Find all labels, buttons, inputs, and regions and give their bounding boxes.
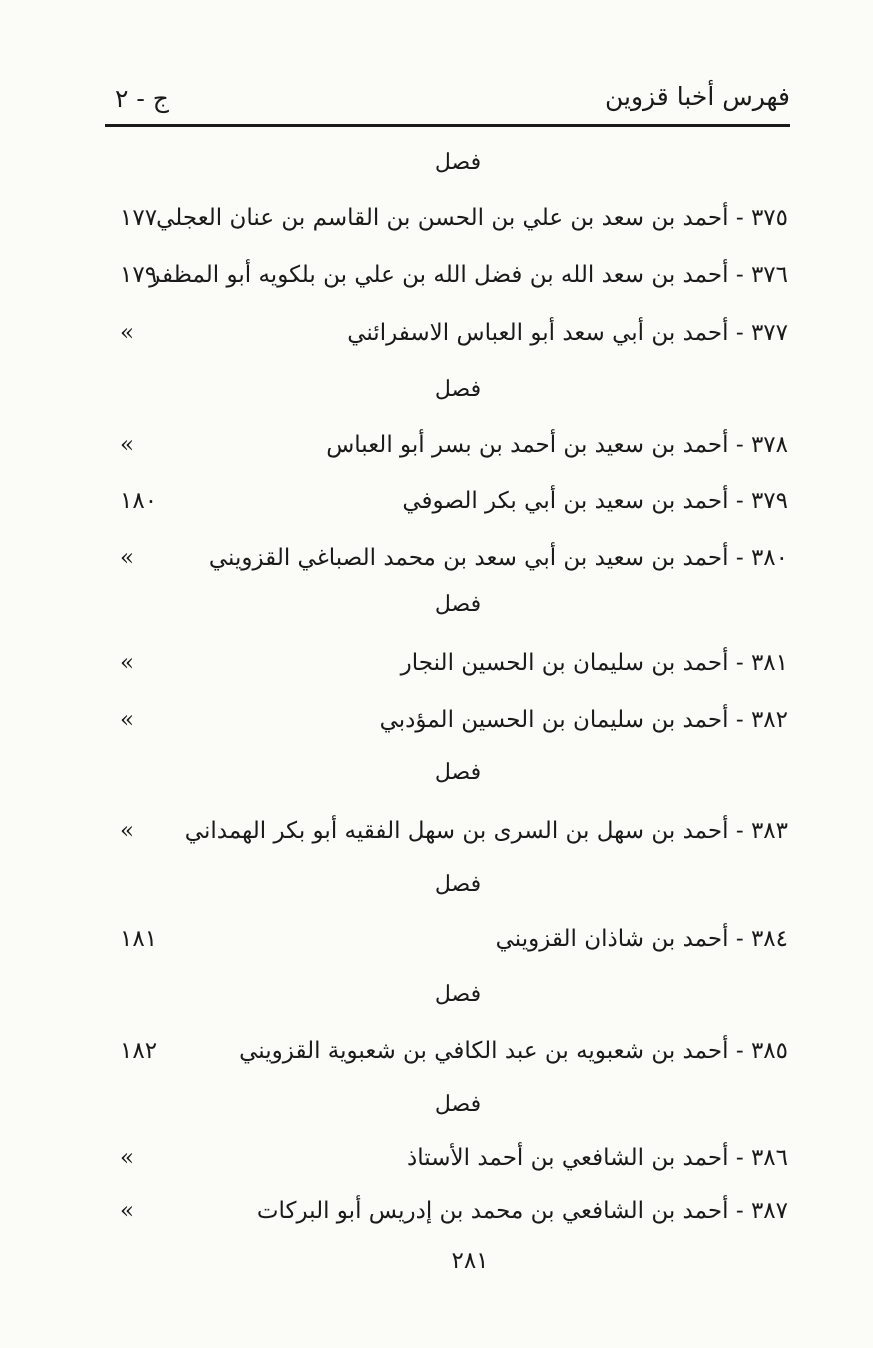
section-label: فصل xyxy=(434,377,482,402)
section-label: فصل xyxy=(434,872,482,897)
entry-title: ٣٨٣ - أحمد بن سهل بن السرى بن سهل الفقيه أبو بكر الهمداني xyxy=(184,818,788,844)
entry-title: ٣٨٢ - أحمد بن سليمان بن الحسين المؤدبي xyxy=(379,707,788,733)
index-entry xyxy=(0,320,873,360)
entry-title: ٣٨٤ - أحمد بن شاذان القزويني xyxy=(495,926,788,952)
index-entry xyxy=(0,650,873,690)
index-entry xyxy=(0,432,873,472)
entry-title: ٣٨٧ - أحمد بن الشافعي بن محمد بن إدريس أبو البركات xyxy=(256,1198,788,1224)
section-label: فصل xyxy=(434,760,482,785)
entry-title: ٣٨١ - أحمد بن سليمان بن الحسين النجار xyxy=(400,650,788,676)
entry-page-number: » xyxy=(120,545,135,571)
entry-page-number: » xyxy=(120,707,135,733)
entry-title: ٣٨٥ - أحمد بن شعبويه بن عبد الكافي بن شعبوية القزويني xyxy=(239,1038,788,1064)
index-entry xyxy=(0,818,873,858)
entry-page-number: » xyxy=(120,1198,135,1224)
section-label: فصل xyxy=(434,150,482,175)
entry-page-number: ١٨٢ xyxy=(120,1038,158,1064)
entry-title: ٣٨٦ - أحمد بن الشافعي بن أحمد الأستاذ xyxy=(407,1145,788,1171)
volume-label: ج - ٢ xyxy=(115,84,169,113)
index-entry xyxy=(0,262,873,302)
section-label: فصل xyxy=(434,1092,482,1117)
entry-page-number: » xyxy=(120,818,135,844)
entry-page-number: ١٨٠ xyxy=(120,488,158,514)
page-number: ٢٨١ xyxy=(451,1248,489,1274)
entry-page-number: » xyxy=(120,320,135,346)
entry-page-number: ١٧٩ xyxy=(120,262,158,288)
entry-title: ٣٧٨ - أحمد بن سعيد بن أحمد بن بسر أبو العباس xyxy=(326,432,788,458)
index-entry xyxy=(0,1145,873,1185)
index-entry xyxy=(0,926,873,966)
entry-title: ٣٧٧ - أحمد بن أبي سعد أبو العباس الاسفرائني xyxy=(347,320,788,346)
entry-page-number: » xyxy=(120,650,135,676)
section-label: فصل xyxy=(434,592,482,617)
entry-title: ٣٧٩ - أحمد بن سعيد بن أبي بكر الصوفي xyxy=(402,488,788,514)
page-header xyxy=(105,82,790,126)
entry-page-number: » xyxy=(120,1145,135,1171)
index-entry xyxy=(0,707,873,747)
index-entry xyxy=(0,545,873,585)
entry-page-number: ١٨١ xyxy=(120,926,158,952)
index-entry xyxy=(0,1038,873,1078)
index-entry xyxy=(0,488,873,528)
entry-page-number: ١٧٧ xyxy=(120,205,158,231)
entry-page-number: » xyxy=(120,432,135,458)
section-label: فصل xyxy=(434,982,482,1007)
header-rule xyxy=(105,124,790,127)
index-entry xyxy=(0,1198,873,1238)
index-entry xyxy=(0,205,873,245)
entry-title: ٣٧٦ - أحمد بن سعد الله بن فضل الله بن علي بن بلكويه أبو المظفر xyxy=(149,262,788,288)
entry-title: ٣٧٥ - أحمد بن سعد بن علي بن الحسن بن القاسم بن عنان العجلي xyxy=(156,205,788,231)
running-title: فهرس أخبا قزوين xyxy=(604,82,790,111)
entry-title: ٣٨٠ - أحمد بن سعيد بن أبي سعد بن محمد الصباغي القزويني xyxy=(208,545,788,571)
